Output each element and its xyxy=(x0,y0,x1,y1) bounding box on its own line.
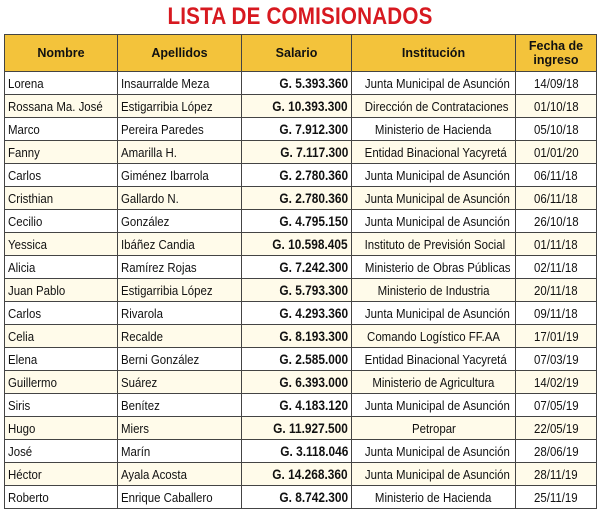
cell-nombre xyxy=(5,72,118,95)
cell-nombre xyxy=(5,164,118,187)
cell-fecha-ingreso xyxy=(516,440,597,463)
cell-fecha-ingreso xyxy=(516,72,597,95)
cell-institucion xyxy=(352,440,516,463)
cell-apellidos xyxy=(118,463,242,486)
cell-nombre-text: Cristhian xyxy=(8,190,54,206)
cell-apellidos xyxy=(118,118,242,141)
cell-fecha-ingreso-text: 05/10/18 xyxy=(533,121,579,137)
cell-salario-text: G. 6.393.000 xyxy=(279,374,348,390)
table-row xyxy=(5,72,597,95)
cell-institucion xyxy=(352,463,516,486)
cell-salario xyxy=(242,348,352,371)
table-row xyxy=(5,371,597,394)
cell-nombre xyxy=(5,417,118,440)
cell-nombre xyxy=(5,279,118,302)
cell-fecha-ingreso xyxy=(516,187,597,210)
cell-apellidos-text: Enrique Caballero xyxy=(121,489,213,505)
cell-apellidos-text: Ayala Acosta xyxy=(121,466,187,482)
cell-institucion xyxy=(352,118,516,141)
cell-nombre-text: Roberto xyxy=(8,489,49,505)
cell-salario xyxy=(242,371,352,394)
cell-institucion-text: Junta Municipal de Asunción xyxy=(364,443,510,459)
cell-salario-text: G. 7.242.300 xyxy=(279,259,348,275)
cell-fecha-ingreso-text: 06/11/18 xyxy=(534,190,578,206)
cell-nombre-text: Alicia xyxy=(8,259,36,275)
cell-institucion-text: Entidad Binacional Yacyretá xyxy=(364,144,507,160)
cell-apellidos-text: Ibáñez Candia xyxy=(121,236,195,252)
cell-salario xyxy=(242,164,352,187)
cell-institucion-text: Entidad Binacional Yacyretá xyxy=(364,351,507,367)
cell-fecha-ingreso-text: 28/11/19 xyxy=(534,466,578,482)
cell-nombre xyxy=(5,394,118,417)
cell-fecha-ingreso xyxy=(516,417,597,440)
cell-apellidos xyxy=(118,325,242,348)
cell-institucion xyxy=(352,95,516,118)
cell-apellidos xyxy=(118,210,242,233)
cell-fecha-ingreso xyxy=(516,371,597,394)
cell-fecha-ingreso-text: 20/11/18 xyxy=(534,282,578,298)
cell-nombre xyxy=(5,440,118,463)
cell-apellidos-text: Rivarola xyxy=(121,305,163,321)
cell-fecha-ingreso xyxy=(516,256,597,279)
cell-nombre xyxy=(5,233,118,256)
cell-nombre-text: Marco xyxy=(8,121,40,137)
cell-fecha-ingreso xyxy=(516,233,597,256)
cell-institucion xyxy=(352,187,516,210)
cell-institucion-text: Instituto de Previsión Social xyxy=(364,236,506,252)
cell-apellidos-text: Recalde xyxy=(121,328,163,344)
cell-institucion-text: Ministerio de Industria xyxy=(377,282,490,298)
cell-fecha-ingreso-text: 01/11/18 xyxy=(534,236,578,252)
cell-nombre-text: Héctor xyxy=(8,466,42,482)
cell-apellidos xyxy=(118,417,242,440)
cell-fecha-ingreso xyxy=(516,486,597,509)
cell-nombre-text: Lorena xyxy=(8,75,44,91)
table-row xyxy=(5,141,597,164)
cell-institucion xyxy=(352,279,516,302)
cell-fecha-ingreso-text: 01/10/18 xyxy=(533,98,579,114)
cell-apellidos xyxy=(118,141,242,164)
cell-apellidos-text: Gallardo N. xyxy=(121,190,179,206)
page-title: LISTA DE COMISIONADOS xyxy=(167,3,433,30)
cell-salario-text: G. 14.268.360 xyxy=(272,466,348,482)
cell-fecha-ingreso xyxy=(516,302,597,325)
cell-institucion-text: Junta Municipal de Asunción xyxy=(364,466,510,482)
cell-fecha-ingreso xyxy=(516,210,597,233)
cell-apellidos-text: Benítez xyxy=(121,397,160,413)
cell-nombre xyxy=(5,348,118,371)
cell-fecha-ingreso-text: 07/05/19 xyxy=(533,397,579,413)
table-row xyxy=(5,302,597,325)
cell-institucion-text: Junta Municipal de Asunción xyxy=(364,213,510,229)
table-row xyxy=(5,210,597,233)
table-row xyxy=(5,95,597,118)
table-row xyxy=(5,164,597,187)
cell-apellidos xyxy=(118,95,242,118)
cell-nombre-text: Cecilio xyxy=(8,213,43,229)
cell-apellidos xyxy=(118,486,242,509)
cell-salario xyxy=(242,486,352,509)
cell-institucion xyxy=(352,417,516,440)
cell-apellidos xyxy=(118,279,242,302)
header-fecha-ingreso: Fecha de ingreso xyxy=(516,35,597,72)
cell-nombre xyxy=(5,187,118,210)
cell-salario-text: G. 10.393.300 xyxy=(272,98,348,114)
table-row xyxy=(5,348,597,371)
table-row xyxy=(5,233,597,256)
table-row xyxy=(5,256,597,279)
cell-salario xyxy=(242,187,352,210)
cell-fecha-ingreso xyxy=(516,394,597,417)
cell-nombre xyxy=(5,371,118,394)
cell-salario xyxy=(242,440,352,463)
cell-salario-text: G. 7.117.300 xyxy=(279,144,348,160)
cell-apellidos xyxy=(118,256,242,279)
cell-apellidos-text: Ramírez Rojas xyxy=(121,259,197,275)
table-body xyxy=(5,72,597,509)
cell-nombre xyxy=(5,210,118,233)
table-row xyxy=(5,394,597,417)
cell-nombre xyxy=(5,141,118,164)
cell-salario-text: G. 4.795.150 xyxy=(279,213,348,229)
cell-fecha-ingreso xyxy=(516,141,597,164)
cell-apellidos xyxy=(118,348,242,371)
cell-apellidos xyxy=(118,233,242,256)
cell-apellidos-text: Berni González xyxy=(121,351,200,367)
header-salario: Salario xyxy=(242,35,352,72)
cell-fecha-ingreso-text: 14/09/18 xyxy=(533,75,579,91)
cell-salario xyxy=(242,302,352,325)
table-row xyxy=(5,486,597,509)
cell-apellidos-text: Suárez xyxy=(121,374,158,390)
cell-fecha-ingreso xyxy=(516,463,597,486)
cell-nombre xyxy=(5,325,118,348)
cell-salario xyxy=(242,417,352,440)
cell-institucion xyxy=(352,325,516,348)
cell-nombre xyxy=(5,256,118,279)
table-row xyxy=(5,187,597,210)
cell-salario xyxy=(242,210,352,233)
cell-salario-text: G. 11.927.500 xyxy=(273,420,348,436)
comisionados-table xyxy=(4,34,597,509)
cell-salario xyxy=(242,233,352,256)
cell-fecha-ingreso xyxy=(516,325,597,348)
cell-salario xyxy=(242,325,352,348)
cell-fecha-ingreso-text: 02/11/18 xyxy=(534,259,578,275)
cell-nombre-text: Yessica xyxy=(8,236,48,252)
cell-fecha-ingreso xyxy=(516,164,597,187)
cell-salario-text: G. 7.912.300 xyxy=(279,121,348,137)
cell-fecha-ingreso-text: 28/06/19 xyxy=(533,443,579,459)
cell-salario xyxy=(242,279,352,302)
cell-apellidos xyxy=(118,371,242,394)
cell-nombre-text: José xyxy=(8,443,33,459)
cell-institucion-text: Ministerio de Agricultura xyxy=(372,374,495,390)
cell-salario-text: G. 4.183.120 xyxy=(279,397,348,413)
cell-fecha-ingreso-text: 14/02/19 xyxy=(533,374,579,390)
header-institucion: Institución xyxy=(352,35,516,72)
cell-salario xyxy=(242,463,352,486)
cell-institucion-text: Junta Municipal de Asunción xyxy=(364,397,510,413)
cell-nombre xyxy=(5,486,118,509)
cell-salario-text: G. 5.393.360 xyxy=(279,75,348,91)
cell-institucion xyxy=(352,210,516,233)
cell-nombre-text: Siris xyxy=(8,397,31,413)
cell-nombre-text: Guillermo xyxy=(8,374,57,390)
cell-apellidos xyxy=(118,72,242,95)
cell-fecha-ingreso-text: 09/11/18 xyxy=(534,305,578,321)
cell-institucion xyxy=(352,233,516,256)
cell-salario-text: G. 3.118.046 xyxy=(279,443,348,459)
cell-apellidos-text: Marín xyxy=(121,443,151,459)
cell-apellidos xyxy=(118,394,242,417)
cell-apellidos-text: Estigarribia López xyxy=(121,282,213,298)
cell-fecha-ingreso-text: 22/05/19 xyxy=(533,420,579,436)
cell-institucion xyxy=(352,394,516,417)
cell-salario-text: G. 2.780.360 xyxy=(279,190,348,206)
cell-apellidos xyxy=(118,440,242,463)
table-row xyxy=(5,279,597,302)
cell-salario xyxy=(242,95,352,118)
cell-institucion xyxy=(352,164,516,187)
cell-salario-text: G. 2.585.000 xyxy=(279,351,348,367)
table-row xyxy=(5,118,597,141)
cell-fecha-ingreso-text: 01/01/20 xyxy=(533,144,579,160)
cell-institucion xyxy=(352,371,516,394)
table-row xyxy=(5,463,597,486)
cell-salario-text: G. 8.742.300 xyxy=(279,489,348,505)
cell-institucion xyxy=(352,141,516,164)
cell-apellidos xyxy=(118,302,242,325)
cell-fecha-ingreso-text: 26/10/18 xyxy=(533,213,579,229)
cell-institucion xyxy=(352,486,516,509)
cell-salario xyxy=(242,72,352,95)
cell-institucion-text: Petropar xyxy=(411,420,456,436)
cell-fecha-ingreso xyxy=(516,279,597,302)
cell-salario xyxy=(242,394,352,417)
cell-fecha-ingreso xyxy=(516,348,597,371)
cell-fecha-ingreso-text: 25/11/19 xyxy=(534,489,578,505)
cell-salario xyxy=(242,118,352,141)
cell-salario-text: G. 2.780.360 xyxy=(279,167,348,183)
cell-apellidos xyxy=(118,164,242,187)
header-apellidos: Apellidos xyxy=(118,35,242,72)
cell-institucion-text: Ministerio de Obras Públicas xyxy=(364,259,511,275)
cell-institucion xyxy=(352,256,516,279)
cell-salario-text: G. 5.793.300 xyxy=(279,282,348,298)
table-row xyxy=(5,440,597,463)
cell-fecha-ingreso xyxy=(516,95,597,118)
cell-salario xyxy=(242,141,352,164)
cell-nombre xyxy=(5,95,118,118)
cell-apellidos-text: Pereira Paredes xyxy=(121,121,204,137)
cell-fecha-ingreso-text: 06/11/18 xyxy=(534,167,578,183)
cell-apellidos-text: Giménez Ibarrola xyxy=(121,167,209,183)
cell-nombre xyxy=(5,463,118,486)
cell-institucion-text: Ministerio de Hacienda xyxy=(375,489,492,505)
table-row xyxy=(5,417,597,440)
cell-nombre-text: Elena xyxy=(8,351,38,367)
cell-nombre-text: Carlos xyxy=(8,167,42,183)
cell-institucion-text: Junta Municipal de Asunción xyxy=(364,75,510,91)
cell-nombre-text: Juan Pablo xyxy=(8,282,66,298)
table-row xyxy=(5,325,597,348)
cell-apellidos-text: González xyxy=(121,213,170,229)
cell-nombre-text: Celia xyxy=(8,328,35,344)
cell-institucion-text: Junta Municipal de Asunción xyxy=(364,305,510,321)
cell-nombre-text: Hugo xyxy=(8,420,36,436)
cell-institucion-text: Junta Municipal de Asunción xyxy=(364,167,510,183)
cell-apellidos xyxy=(118,187,242,210)
cell-apellidos-text: Miers xyxy=(121,420,149,436)
cell-fecha-ingreso xyxy=(516,118,597,141)
cell-apellidos-text: Insaurralde Meza xyxy=(121,75,210,91)
cell-institucion-text: Ministerio de Hacienda xyxy=(375,121,492,137)
cell-fecha-ingreso-text: 17/01/19 xyxy=(533,328,579,344)
cell-apellidos-text: Amarilla H. xyxy=(121,144,177,160)
cell-salario-text: G. 10.598.405 xyxy=(272,236,348,252)
cell-institucion xyxy=(352,348,516,371)
cell-nombre-text: Rossana Ma. José xyxy=(8,98,103,114)
cell-institucion-text: Dirección de Contrataciones xyxy=(364,98,509,114)
table-header-row xyxy=(5,35,597,72)
header-nombre: Nombre xyxy=(5,35,118,72)
cell-institucion-text: Comando Logístico FF.AA xyxy=(367,328,500,344)
cell-salario xyxy=(242,256,352,279)
cell-salario-text: G. 4.293.360 xyxy=(279,305,348,321)
cell-salario-text: G. 8.193.300 xyxy=(279,328,348,344)
cell-apellidos-text: Estigarribia López xyxy=(121,98,213,114)
cell-nombre xyxy=(5,118,118,141)
cell-fecha-ingreso-text: 07/03/19 xyxy=(533,351,579,367)
cell-institucion xyxy=(352,302,516,325)
cell-nombre-text: Fanny xyxy=(8,144,40,160)
cell-institucion-text: Junta Municipal de Asunción xyxy=(364,190,510,206)
cell-nombre-text: Carlos xyxy=(8,305,42,321)
cell-nombre xyxy=(5,302,118,325)
cell-institucion xyxy=(352,72,516,95)
